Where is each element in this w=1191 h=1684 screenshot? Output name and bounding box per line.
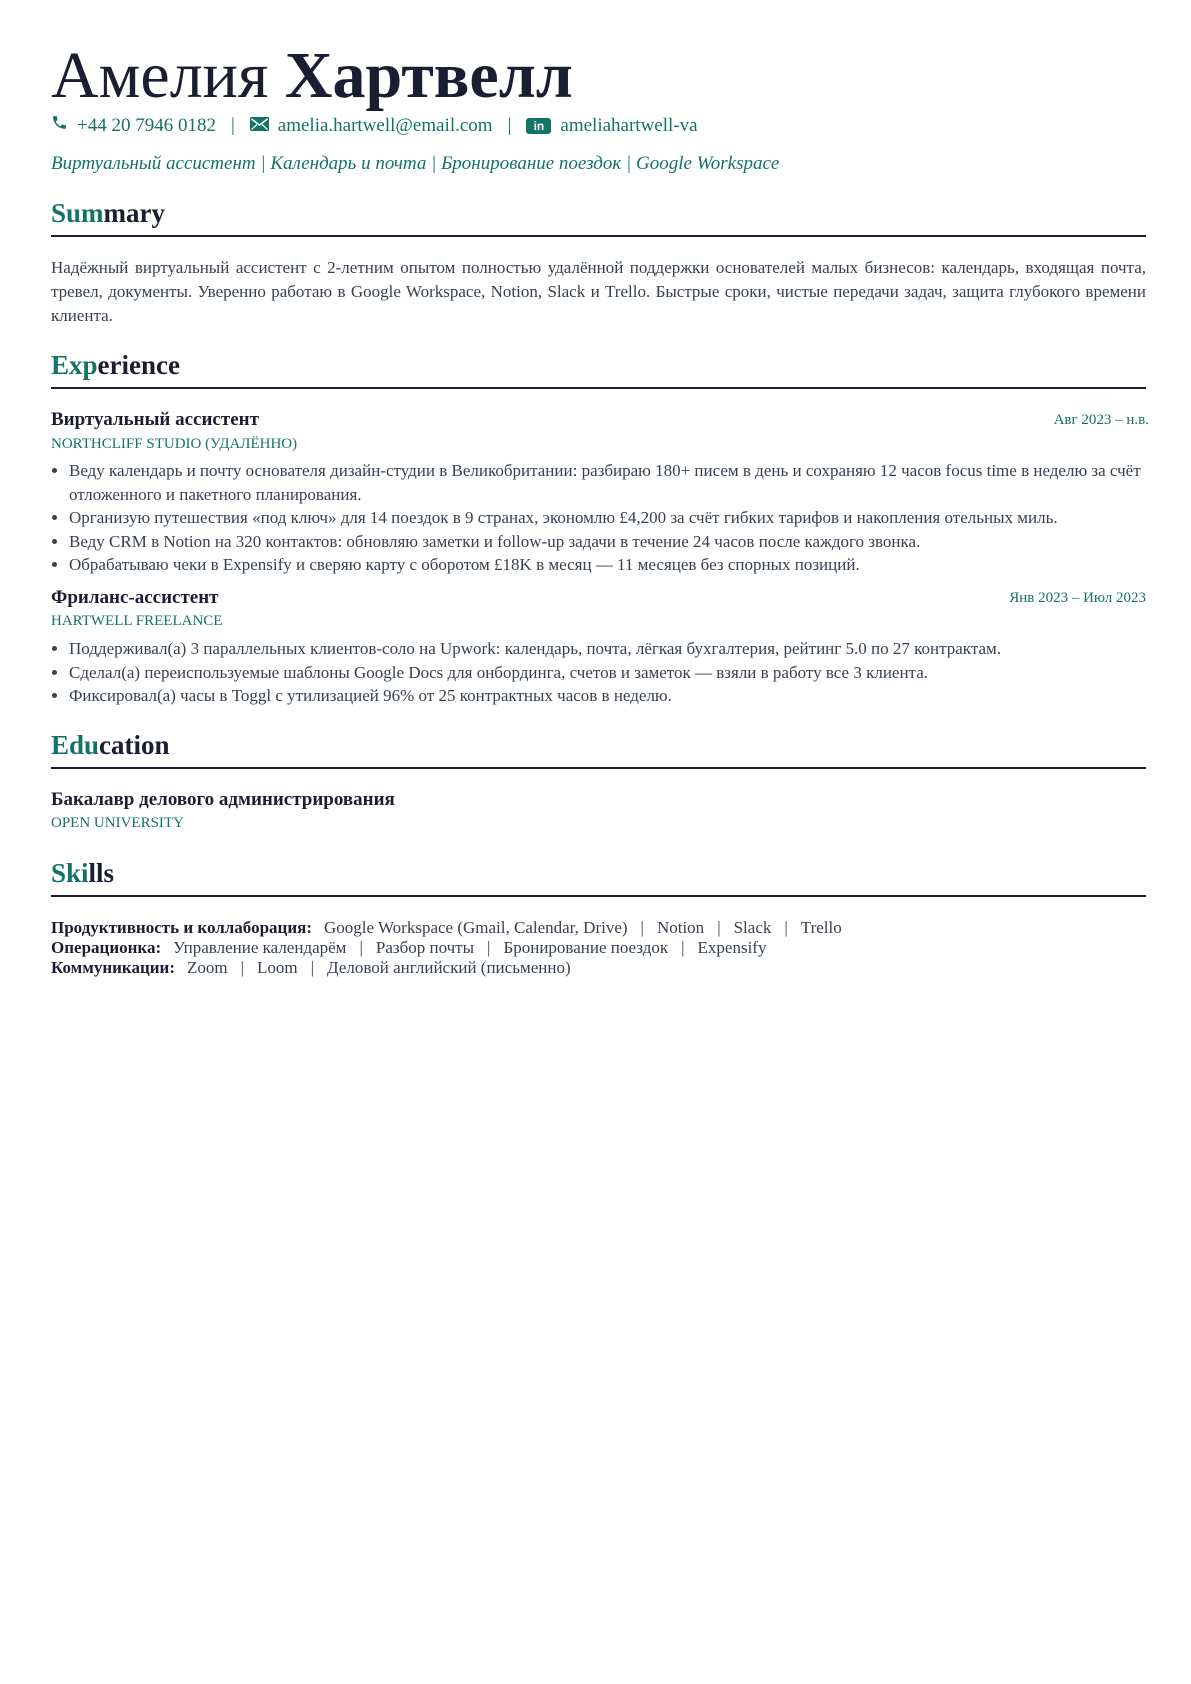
skill-item: Google Workspace (Gmail, Calendar, Drive) bbox=[324, 918, 628, 937]
skill-item: Expensify bbox=[697, 938, 767, 957]
linkedin-icon: in bbox=[526, 118, 551, 134]
first-name: Амелия bbox=[51, 39, 269, 112]
phone-number[interactable]: +44 20 7946 0182 bbox=[77, 115, 216, 136]
bullet-item: • Фиксировал(а) часы в Toggl с утилизацией 96% от 25 контрактных часов в неделю. bbox=[69, 684, 1169, 708]
skill-item: Slack bbox=[733, 918, 772, 937]
job-title: Фриланс-ассистент bbox=[51, 587, 219, 608]
education-heading-accent: Edu bbox=[51, 730, 100, 760]
skill-separator: | bbox=[717, 918, 721, 937]
bullet-item: • Сделал(а) переиспользуемые шаблоны Google Docs для онбординга, счетов и заметок — взяли в работу все 3 клиента. bbox=[69, 661, 1169, 685]
contact-line bbox=[51, 113, 698, 139]
skill-item: Бронирование поездок bbox=[503, 938, 669, 957]
job-dates: Авг 2023 – н.в. bbox=[1053, 412, 1149, 428]
bullet-item: • Веду календарь и почту основателя дизайн-студии в Великобритании: разбираю 180+ писем в день и сохраняю 12 часов focus time в неделю за счёт отложенного и пакетного планирования. bbox=[69, 459, 1169, 506]
summary-heading-rest: mary bbox=[103, 198, 166, 228]
skills-heading bbox=[51, 857, 1146, 897]
summary-text: Надёжный виртуальный ассистент с 2-летним опытом полностью удалённой поддержки основателей малых бизнесов: календарь, входящая почта, тревел, документы. Уверенно работаю в Google Workspace, Notion, Slack и Trello. Быстрые сроки, чистые передачи задач, защита глубокого времени клиента. bbox=[51, 258, 1146, 325]
experience-heading bbox=[51, 349, 1146, 389]
bullet-item: • Веду CRM в Notion на 320 контактов: обновляю заметки и follow-up задачи в течение 24 часов после каждого звонка. bbox=[69, 530, 1169, 554]
phone-icon bbox=[51, 113, 68, 139]
contact-separator: | bbox=[507, 115, 512, 136]
last-name: Хартвелл bbox=[284, 39, 573, 112]
job-bullets bbox=[51, 637, 1169, 708]
email-link[interactable]: amelia.hartwell@email.com bbox=[277, 115, 493, 136]
education-heading bbox=[51, 729, 1146, 769]
job-bullets bbox=[51, 459, 1169, 577]
skill-separator: | bbox=[310, 958, 315, 977]
school-name: OPEN UNIVERSITY bbox=[51, 815, 184, 831]
skill-item: Notion bbox=[656, 918, 705, 937]
summary-heading bbox=[51, 197, 1146, 237]
contact-separator: | bbox=[230, 115, 235, 136]
skill-separator: | bbox=[784, 918, 788, 937]
skill-item: Управление календарём bbox=[173, 938, 347, 957]
summary-heading-accent: Sum bbox=[51, 198, 104, 228]
degree-title: Бакалавр делового администрирования bbox=[51, 789, 395, 810]
education-heading-rest: cation bbox=[99, 730, 170, 760]
skill-row bbox=[51, 918, 842, 938]
skill-item: Loom bbox=[257, 958, 298, 977]
candidate-name bbox=[51, 36, 573, 116]
skill-separator: | bbox=[681, 938, 685, 957]
company-name: HARTWELL FREELANCE bbox=[51, 613, 223, 629]
skill-separator: | bbox=[359, 938, 363, 957]
skill-category-label: Коммуникации: bbox=[51, 958, 175, 977]
headline-tagline: Виртуальный ассистент | Календарь и почта | Бронирование поездок | Google Workspace bbox=[51, 153, 780, 174]
skill-item: Разбор почты bbox=[375, 938, 475, 957]
linkedin-link[interactable]: ameliahartwell-va bbox=[560, 115, 698, 136]
skills-heading-rest: lls bbox=[88, 858, 115, 888]
experience-heading-accent: Exp bbox=[51, 350, 98, 380]
skills-heading-accent: Ski bbox=[51, 858, 89, 888]
skill-separator: | bbox=[240, 958, 245, 977]
skill-item: Trello bbox=[800, 918, 842, 937]
skill-separator: | bbox=[640, 918, 644, 937]
skill-item: Zoom bbox=[187, 958, 228, 977]
skill-row bbox=[51, 958, 571, 978]
bullet-item: • Обрабатываю чеки в Expensify и сверяю карту с оборотом £18K в месяц — 11 месяцев без спорных позиций. bbox=[69, 553, 1169, 577]
job-dates: Янв 2023 – Июл 2023 bbox=[1009, 590, 1146, 606]
bullet-item: • Поддерживал(а) 3 параллельных клиентов-соло на Upwork: календарь, почта, лёгкая бухгалтерия, рейтинг 5.0 по 27 контрактам. bbox=[69, 637, 1169, 661]
skill-separator: | bbox=[487, 938, 491, 957]
skill-category-label: Операционка: bbox=[51, 938, 162, 957]
skill-row bbox=[51, 938, 766, 958]
mail-icon bbox=[250, 113, 269, 139]
bullet-item: • Организую путешествия «под ключ» для 14 поездок в 9 странах, экономлю £4,200 за счёт гибких тарифов и накопления отельных миль. bbox=[69, 506, 1169, 530]
experience-heading-rest: erience bbox=[97, 350, 180, 380]
skill-item: Деловой английский (письменно) bbox=[327, 958, 571, 977]
company-name: NORTHCLIFF STUDIO (УДАЛЁННО) bbox=[51, 436, 298, 452]
job-title: Виртуальный ассистент bbox=[51, 409, 259, 430]
skill-category-label: Продуктивность и коллаборация: bbox=[51, 918, 312, 937]
